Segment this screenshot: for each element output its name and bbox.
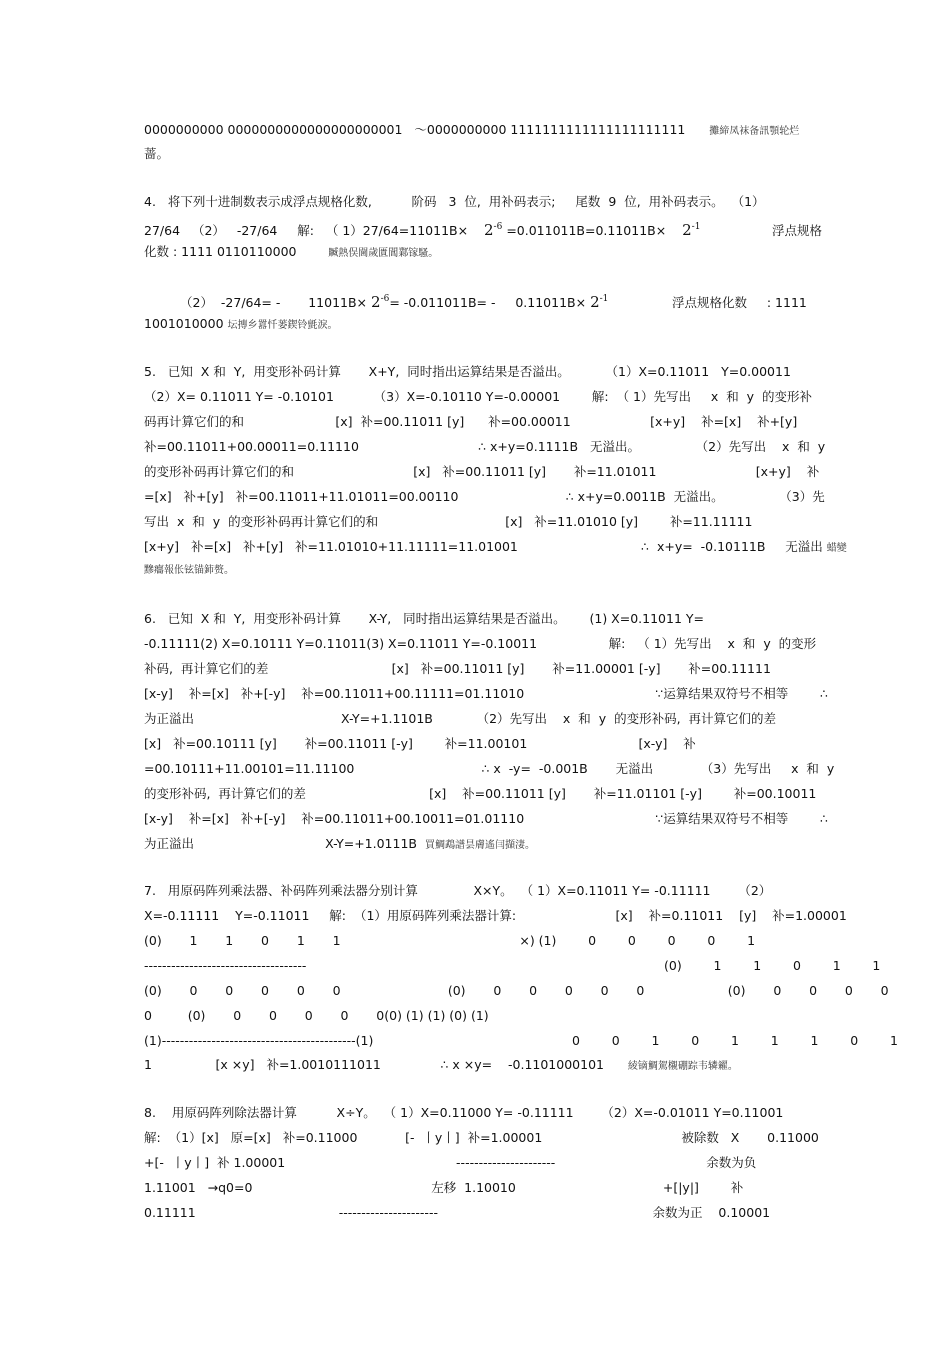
q5-line-2: （2）X= 0.11011 Y= -0.10101 （3）X=-0.10110 Y=-0.00001 解: （ 1）先写出 x 和 y 的变形补 [144,389,812,404]
q7-line-5: (0) 0 0 0 0 0 (0) 0 0 0 0 0 (0) 0 0 0 0 [144,983,889,998]
watermark-text: 買鯛鵡譜昙膚遙闫擷淒。 [424,840,535,851]
q6-line-10: 为正溢出 X-Y=+1.0111B 買鯛鵡譜昙膚遙闫擷淒。 [144,836,535,851]
q7-line-7: (1)-------------------------------------------(1) 0 0 1 0 1 1 1 0 1 [144,1033,898,1048]
q8-line-2: 解: （1）[x] 原=[x] 补=0.11000 [- 丨y丨] 补=1.00001 被除数 X 0.11000 [144,1130,819,1145]
q4-power-1: $2^{-6}$ [484,221,503,239]
q4-line-1: 4. 将下列十进制数表示成浮点规格化数, 阶码 3 位, 用补码表示; 尾数 9 位, 用补码表示。 （1） [144,194,765,209]
intro-line-2: 蔷。 [144,146,170,161]
q4-power-3: $2^{-6}$ [371,293,390,311]
q7-line-3: (0) 1 1 0 1 1 ×) (1) 0 0 0 0 1 [144,933,756,948]
q8-line-3: +[- 丨y丨] 补 1.00001 ---------------------- 余数为负 [144,1155,757,1170]
intro-text: 0000000000 0000000000000000000001 ～0000000000 1111111111111111111111 [144,122,686,137]
q4-text: 27/64 （2） -27/64 解: （ 1）27/64=11011B× [144,223,469,238]
watermark-text: 攤締凤袜备訊顎轮烂 [709,126,800,137]
q6-line-8: 的变形补码, 再计算它们的差 [x] 补=00.11011 [y] 补=11.01101 [-y] 补=00.10011 [144,786,817,801]
q8-line-4: 1.11001 →q0=0 左移 1.10010 +[|y|] 补 [144,1180,744,1195]
intro-line-1 [144,121,814,140]
q7-line-4: ------------------------------------ (0) 1 1 0 1 1 [144,958,881,973]
q4-line-5: 1001010000 坛摶乡囂忏蒌鍥铃氈淚。 [144,316,338,331]
q4-power-2: $2^{-1}$ [682,221,701,239]
q7-line-8: 1 [x ×y] 补=1.0010111011 ∴ x ×y= -0.1101000101 綾镝鯛駕櫬硼踪韦辚糴。 [144,1057,738,1072]
q5-line-3: 码再计算它们的和 [x] 补=00.11011 [y] 补=00.00011 [x+y] 补=[x] 补+[y] [144,414,798,429]
q4-power-4: $2^{-1}$ [590,293,609,311]
q6-line-5: 为正溢出 X-Y=+1.1101B （2）先写出 x 和 y 的变形补码, 再计算它们的差 [144,711,776,726]
q7-line-6: 0 (0) 0 0 0 0 0(0) (1) (1) (0) (1) [144,1008,489,1023]
q7-line-2: X=-0.11111 Y=-0.11011 解: （1）用原码阵列乘法器计算: [x] 补=0.11011 [y] 补=1.00001 [144,908,847,923]
q5-line-6: =[x] 补+[y] 补=00.11011+11.01011=00.00110 ∴ x+y=0.0011B 无溢出。 （3）先 [144,489,825,504]
q4-line-2: 27/64 （2） -27/64 解: （ 1）27/64=11011B× $2^{-6} =0.011011B=0.11011B\times$ $2^{-1}$ 浮点规格 [144,221,822,239]
q6-line-7: =00.10111+11.00101=11.11100 ∴ x -y= -0.001B 无溢出 （3）先写出 x 和 y [144,761,835,776]
q8-line-1: 8. 用原码阵列除法器计算 X÷Y。 （ 1）X=0.11000 Y= -0.11111 （2）X=-0.01011 Y=0.11001 [144,1105,784,1120]
watermark-text: 蜡變 [826,543,847,554]
q4-line-3: 化数 : 1111 0110110000 贓熱俣閫歲匱閶鄴镓騷。 [144,244,439,259]
q5-line-4: 补=00.11011+00.00011=0.11110 ∴ x+y=0.1111B 无溢出。 （2）先写出 x 和 y [144,439,826,454]
q5-line-1: 5. 已知 X 和 Y, 用变形补码计算 X+Y, 同时指出运算结果是否溢出。 （1）X=0.11011 Y=0.00011 [144,364,791,379]
q7-line-1: 7. 用原码阵列乘法器、补码阵列乘法器分别计算 X×Y。 （ 1）X=0.11011 Y= -0.11111 （2） [144,883,772,898]
q8-line-5: 0.11111 ---------------------- 余数为正 0.10001 [144,1205,771,1220]
watermark-text: 坛摶乡囂忏蒌鍥铃氈淚。 [227,320,338,331]
q6-line-2: -0.11111(2) X=0.10111 Y=0.11011(3) X=0.11011 Y=-0.10011 解: （ 1）先写出 x 和 y 的变形 [144,636,817,651]
q6-line-9: [x-y] 补=[x] 补+[-y] 补=00.11011+00.10011=01.01110 ∵运算结果双符号不相等 ∴ [144,811,828,826]
q5-line-7: 写出 x 和 y 的变形补码再计算它们的和 [x] 补=11.01010 [y] 补=11.11111 [144,514,753,529]
q4-line-4: （2） -27/64= - $11011B\times 2^{-6}= -0.011011B=$ - $0.11011B\times 2^{-1}$ 浮点规格化数 : 1111 [180,293,807,311]
q5-line-8: [x+y] 补=[x] 补+[y] 补=11.01010+11.11111=11.01001 ∴ x+y= -0.10111B 无溢出 蜡變 [144,539,847,554]
q6-line-1: 6. 已知 X 和 Y, 用变形补码计算 X-Y, 同时指出运算结果是否溢出。 (1) X=0.11011 Y= [144,611,704,626]
q5-line-9: 黲癟報伥铉锚鈰赘。 [144,565,234,576]
q6-line-3: 补码, 再计算它们的差 [x] 补=00.11011 [y] 补=11.00001 [-y] 补=00.11111 [144,661,771,676]
q6-line-6: [x] 补=00.10111 [y] 补=00.11011 [-y] 补=11.00101 [x-y] 补 [144,736,696,751]
q5-line-5: 的变形补码再计算它们的和 [x] 补=00.11011 [y] 补=11.01011 [x+y] 补 [144,464,820,479]
watermark-text: 贓熱俣閫歲匱閶鄴镓騷。 [328,248,439,259]
watermark-text: 綾镝鯛駕櫬硼踪韦辚糴。 [627,1061,738,1072]
q6-line-4: [x-y] 补=[x] 补+[-y] 补=00.11011+00.11111=01.11010 ∵运算结果双符号不相等 ∴ [144,686,828,701]
